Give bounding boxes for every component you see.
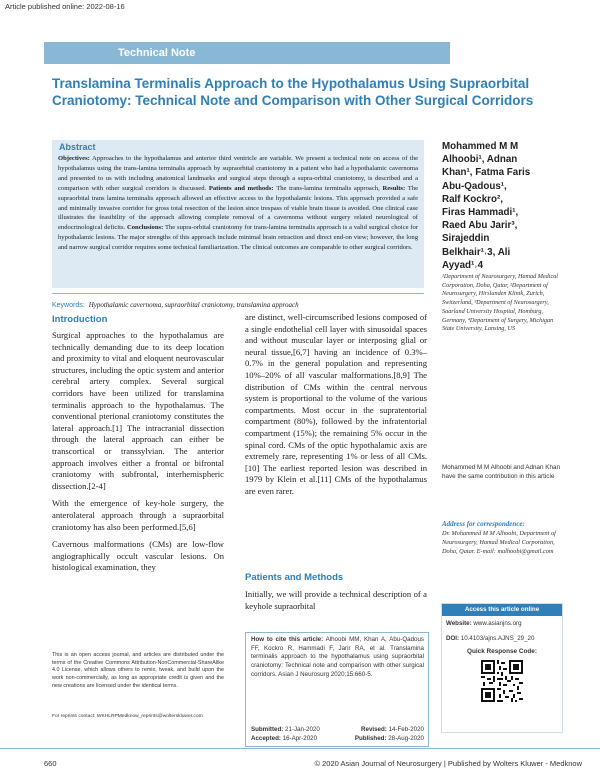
keywords-line [52, 293, 424, 309]
doi-label: DOI: [446, 635, 460, 642]
website-line [446, 620, 522, 627]
abstract-box [52, 140, 424, 288]
revised-date: 14-Feb-2020 [388, 726, 424, 733]
results-text: The supraorbital trans lamina terminalis approach allowed an effective access to the hypothalamic lesions. This approach provided a safe and minimally invasive corridor for gross total resection of the lesion since trespass of viable brain tissue is avoided. One clinical case illustrates the feasibility of the approach allowing complete removal of a cavernoma without surgery related neurological of endocrinological deficits. [58, 184, 418, 232]
published-date-line: Article published online: 2022-08-16 [5, 2, 125, 11]
article-title: Translamina Terminalis Approach to the Hypothalamus Using Supraorbital Craniotomy: Technical Note and Comparison with Other Surgical Corridors [52, 76, 534, 108]
website-link[interactable]: www.asianjns.org [473, 620, 522, 627]
access-online-heading: Access this article online [442, 604, 562, 616]
qr-code-icon[interactable] [481, 660, 523, 702]
website-label: Website: [446, 620, 472, 627]
how-to-cite-text [251, 636, 424, 680]
access-online-box [441, 603, 563, 733]
contribution-note: Mohammed M M Alhoobi and Adnan Khan have the same contribution in this article [442, 464, 560, 480]
abstract-text [58, 154, 418, 253]
author-line: Ralf Kockro², [442, 193, 503, 205]
author-line: Alhoobi¹, Adnan [442, 154, 518, 166]
second-column [245, 312, 427, 504]
introduction-column [52, 330, 224, 580]
affiliations: ¹Department of Neurosurgery, Hamad Medical Corporation, Doha, Qatar, ²Department of Neurosurgery, Hirslanden Klinik, Zurich, Switzerland, ³Department of Neurosurgery, Saarland University Hospital, Homburg, Germany, ⁴Department of Surgery, Michigan State University, Lansing, US [442, 273, 559, 333]
section-label-bar [44, 42, 450, 64]
doi-link[interactable]: 10.4103/ajns.AJNS_29_20 [460, 635, 535, 642]
license-text: This is an open access journal, and articles are distributed under the terms of the Creative Commons Attribution-NonCommercial-ShareAlike 4.0 License, which allows others to remix, tweak, and build upon the work non-commercially, as long as appropriate credit is given and the new creations are licensed under the identical terms. [52, 652, 224, 689]
introduction-heading: Introduction [52, 314, 108, 325]
published-label: Published: [354, 734, 387, 742]
methods-column [245, 589, 427, 618]
introduction-paragraph-3: Cavernous malformations (CMs) are low-flow angiographically occult vascular lesions. On histological examination, they [52, 539, 224, 573]
author-line: Ayyad¹˒4 [442, 259, 484, 271]
section-label: Technical Note [118, 47, 196, 59]
footer-copyright: © 2020 Asian Journal of Neurosurgery | Published by Wolters Kluwer - Medknow [314, 759, 582, 768]
conclusions-label: Conclusions: [127, 224, 164, 232]
conclusions-text: The supra-orbital craniotomy for trans-lamina terminalis approach is a valid surgical choice for hypothalamic lesions. The major strengths of this approach include minimal brain retraction and direct end-on view; however, the long and narrow surgical corridor requires some technical familiarization. The clinical outcomes are comparable to other surgical corridors. [58, 224, 418, 252]
results-label: Results: [382, 184, 406, 192]
methods-paragraph: Initially, we will provide a technical description of a keyhole supraorbital [245, 589, 427, 611]
reprints-contact: For reprints contact: WKHLRPMedknow_reprints@wolterskluwer.com [52, 714, 203, 719]
page-number: 660 [44, 759, 57, 768]
correspondence-text: Dr. Mohammed M M Alhoobi, Department of Neurosurgery, Hamad Medical Corporation, Doha, Qatar. E-mail: malhoobi@gmail.com [442, 530, 556, 555]
footer-divider [0, 748, 600, 749]
submitted-date: 21-Jan-2020 [285, 726, 320, 733]
article-dates [251, 726, 424, 743]
introduction-paragraph-1: Surgical approaches to the hypothalamus are technically demanding due to its deep location and proximity to vital and eloquent neurovascular structures, including the optic system and anterior cerebral artery complex. Several surgical corridors have been utilized for translamina terminalis approach to the hypothalamus. The conventional pterional craniotomy constitutes the lateral approach.[1] The intracranial dissection through the lateral approach can either be transcortical or transsylvian. The anterior approach involves either a frontal or bifrontal craniotomy with subfrontal, interhemispheric dissection.[2-4] [52, 330, 224, 491]
published-date: 28-Aug-2020 [388, 734, 424, 742]
author-line: Khan¹, Fatma Faris [442, 167, 531, 179]
author-line: Abu-Qadous¹, [442, 180, 507, 192]
objectives-label: Objectives: [58, 155, 90, 162]
objectives-text: Approaches to the hypothalamus and anterior third ventricle are variable. We present a technical note on access of the hypothalamus using the trans-lamina terminalis approach by supraorbital craniotomy in a patient who had a hypothalamic cavernoma and presented to us with including anatomical landmarks and surgical steps through a supra-orbital craniotomy, is described and a comparison with other surgical corridors is discussed. [58, 155, 418, 192]
keywords-label: Keywords: [52, 302, 85, 309]
accepted-label: Accepted: [251, 734, 281, 742]
author-line: Belkhair¹˒3, Ali [442, 246, 511, 258]
correspondence-label: Address for correspondence: [442, 520, 525, 528]
author-line: Sirajeddin [442, 233, 490, 245]
abstract-heading: Abstract [59, 142, 96, 152]
patients-label: Patients and methods: [208, 184, 274, 192]
author-line: Mohammed M M [442, 141, 519, 152]
submitted-label: Submitted: [251, 726, 284, 733]
how-to-cite-box [245, 632, 429, 747]
methods-heading: Patients and Methods [245, 572, 344, 583]
introduction-paragraph-2: With the emergence of key-hole surgery, the anterolateral approach through a supraorbital craniotomy has also been performed.[5,6] [52, 498, 224, 532]
doi-line [446, 635, 534, 642]
accepted-date: 16-Apr-2020 [282, 734, 318, 742]
author-list [442, 140, 562, 272]
revised-label: Revised: [361, 726, 387, 733]
body-paragraph: are distinct, well-circumscribed lesions composed of a single endothelial cell layer with sinusoidal spaces and without muscular layer or interposing glial or neural tissue,[6,7] having an incidence of 0.3%–0.7% in the general population and representing 10%–20% of all vascular malformations.[8,9] The distribution of CMs within the central nervous system is proportional to the volume of the various compartments. Most occur in the supratentorial compartment (80%), followed by the infratentorial compartment (15%); the remaining 5% occur in the spinal cord. CMs of the optic hypothalamic axis are extremely rare, representing 1% or less of all CMs.[10] The earliest reported lesion was described in 1979 by Klein et al.[11] CMs of the hypothalamus are even rarer. [245, 312, 427, 496]
patients-text: The trans-lamina terminalis approach, [273, 184, 380, 192]
author-line: Raed Abu Jarir³, [442, 220, 518, 232]
author-line: Firas Hammadi¹, [442, 207, 519, 219]
citation: Alhoobi MM, Khan A, Abu-Qadous FF, Kockro R, Hammadi F, Jarir RA, et al. Translamina terminalis approach to the hypothalamus using supraorbital craniotomy: Technical note and comparison with other surgical corridors. Asian J Neurosurg 2020;15:660-5. [251, 636, 424, 678]
keywords-text: Hypothalamic cavernoma, supraorbital craniotomy, translamina approach [88, 301, 299, 309]
qr-code-label: Quick Response Code: [467, 648, 537, 655]
how-to-cite-label: How to cite this article: [251, 636, 324, 643]
